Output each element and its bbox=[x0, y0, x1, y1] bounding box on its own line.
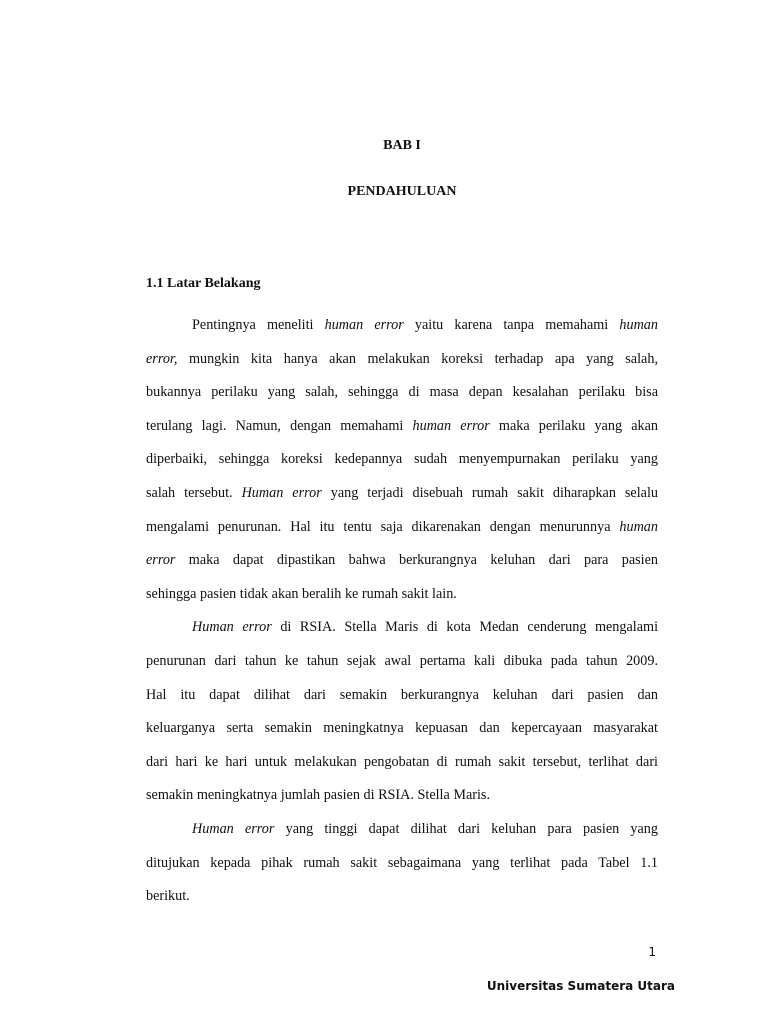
italic-term: human bbox=[619, 518, 658, 535]
italic-term: human error bbox=[412, 417, 490, 434]
italic-term: human error bbox=[324, 317, 404, 333]
italic-term: human bbox=[619, 317, 658, 333]
paragraph-line: error, mungkin kita hanya akan melakukan koreksi terhadap apa yang salah, bbox=[146, 350, 658, 367]
italic-term: error bbox=[146, 552, 176, 569]
paragraph-line: berikut. bbox=[146, 888, 190, 905]
paragraph-line: Human error yang tinggi dapat dilihat dari keluhan para pasien yang bbox=[192, 821, 658, 837]
italic-term: error, bbox=[146, 350, 178, 367]
chapter-label: BAB I bbox=[383, 138, 421, 153]
paragraph-line: dari hari ke hari untuk melakukan pengobatan di rumah sakit tersebut, terlihat dari bbox=[146, 753, 658, 770]
paragraph-line: Human error di RSIA. Stella Maris di kota Medan cenderung mengalami bbox=[192, 619, 659, 636]
italic-term: Human error bbox=[241, 485, 322, 501]
paragraph-line: terulang lagi. Namun, dengan memahami human error maka perilaku yang akan bbox=[146, 417, 658, 434]
italic-term: Human error bbox=[192, 821, 275, 837]
paragraph-line: ditujukan kepada pihak rumah sakit sebagaimana yang terlihat pada Tabel 1.1 bbox=[146, 854, 658, 871]
paragraph-line: salah tersebut. Human error yang terjadi disebuah rumah sakit diharapkan selalu bbox=[146, 485, 658, 501]
paragraph-line: Hal itu dapat dilihat dari semakin berkurangnya keluhan dari pasien dan bbox=[146, 686, 658, 703]
paragraph-line: semakin meningkatnya jumlah pasien di RSIA. Stella Maris. bbox=[146, 787, 490, 804]
chapter-title: PENDAHULUAN bbox=[347, 184, 457, 199]
paragraph-line: penurunan dari tahun ke tahun sejak awal pertama kali dibuka pada tahun 2009. bbox=[146, 653, 658, 669]
paragraph-line: bukannya perilaku yang salah, sehingga di masa depan kesalahan perilaku bisa bbox=[146, 384, 658, 401]
italic-term: Human error bbox=[192, 619, 272, 636]
paragraph-line: error maka dapat dipastikan bahwa berkurangnya keluhan dari para pasien bbox=[146, 552, 658, 569]
page-number: 1 bbox=[648, 945, 656, 959]
paragraph-line: mengalami penurunan. Hal itu tentu saja dikarenakan dengan menurunnya human bbox=[146, 518, 658, 535]
paragraph-line: diperbaiki, sehingga koreksi kedepannya sudah menyempurnakan perilaku yang bbox=[146, 451, 658, 468]
paragraph-line: sehingga pasien tidak akan beralih ke rumah sakit lain. bbox=[146, 585, 457, 602]
paragraph-line: keluarganya serta semakin meningkatnya kepuasan dan kepercayaan masyarakat bbox=[146, 720, 658, 737]
paragraph-line: Pentingnya meneliti human error yaitu karena tanpa memahami human bbox=[192, 317, 658, 333]
footer-university: Universitas Sumatera Utara bbox=[486, 979, 675, 993]
section-heading: 1.1 Latar Belakang bbox=[146, 276, 261, 291]
